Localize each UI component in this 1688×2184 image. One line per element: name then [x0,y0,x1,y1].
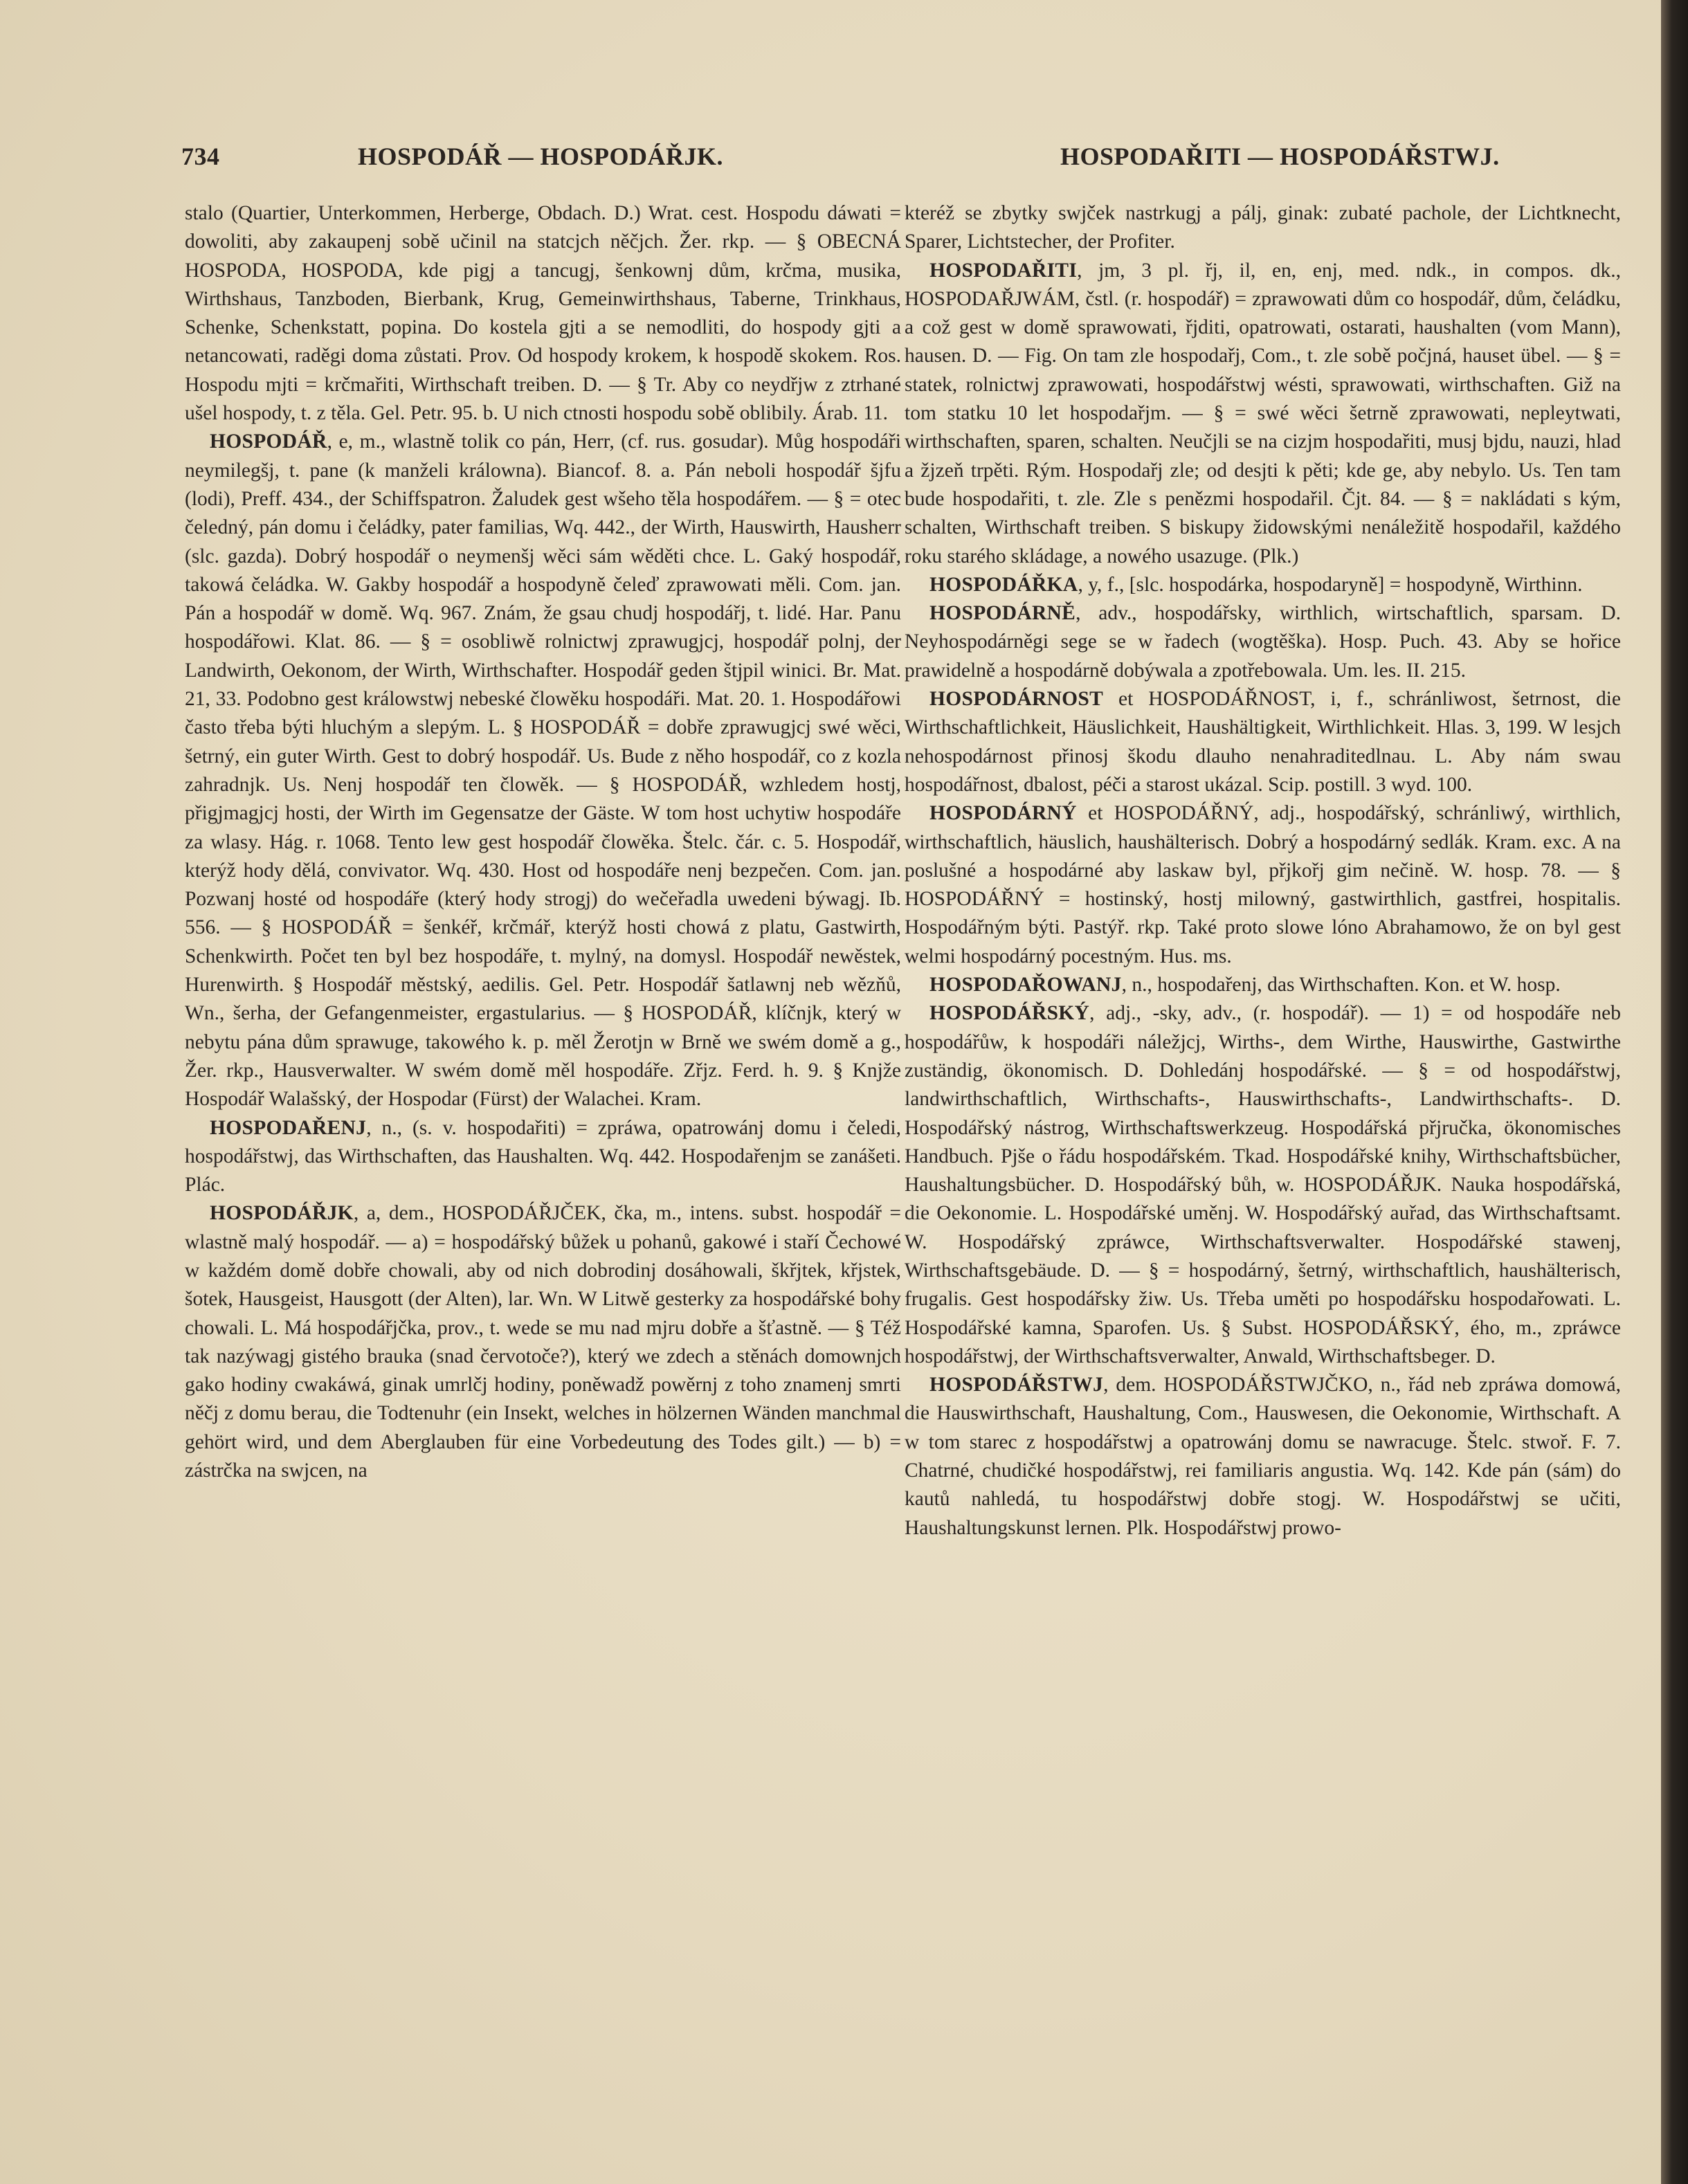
dictionary-entry [185,1199,901,1485]
entry-body: , y, f., [slc. hospodárka, hospodaryně] = hospodyně, Wirthinn. [1078,573,1583,596]
entry-body: , adj., -sky, adv., (r. hospodář). — 1) = od hospodáře neb hospodářůw, k hospodáři náležjcj, Wirths-, dem Wirthe, Hauswirthe, Gastwirthe zuständig, ökonomisch. D. Dohledánj hospodářské. — § = od hospodářstwj, landwirthschaftlich, Wirthschafts-, Hauswirthschafts-, Landwirthschafts-. D. Hospodářský nástrog, Wirthschaftswerkzeug. Hospodářská přjručka, ökonomisches Handbuch. Pjše o řádu hospodářském. Tkad. Hospodářské knihy, Wirthschaftsbücher, Haushaltungsbücher. D. Hospodářský bůh, w. HOSPODÁŘJK. Nauka hospodářská, die Oekonomie. L. Hospodářské uměnj. W. Hospodářský auřad, das Wirthschaftsamt. W. Hospodářský zpráwce, Wirthschaftsverwalter. Hospodářské stawenj, Wirthschaftsgebäude. D. — § = hospodárný, šetrný, wirthschaftlich, haushälterisch, frugalis. Gest hospodářsky žiw. Us. Třeba uměti po hospodářsku hospodařowati. L. Hospodářské kamna, Sparofen. Us. § Subst. HOSPODÁŘSKÝ, ého, m., zpráwce hospodářstwj, der Wirthschaftsverwalter, Anwald, Wirthschaftsbeger. D. [905,1002,1621,1367]
left-column [185,199,901,1485]
entry-headword: HOSPODÁŘSKÝ [929,1002,1090,1025]
running-head-right: HOSPODAŘITI — HOSPODÁŘSTWJ. [1060,143,1500,170]
dictionary-entry [905,599,1621,685]
entry-continuation: kteréž se zbytky swjček nastrkugj a pálj, ginak: zubaté pachole, der Lichtknecht, Sparer, Lichtstecher, der Profiter. [905,202,1621,253]
right-column [905,199,1621,1543]
entry-headword: HOSPODAŘITI [929,259,1078,282]
dictionary-entry [905,571,1621,599]
page-number: 734 [181,143,220,170]
entry-headword: HOSPODÁRNĚ [929,602,1076,625]
dictionary-entry [185,1114,901,1200]
page-header [181,142,1621,183]
dictionary-entry [905,257,1621,571]
entry-continuation: stalo (Quartier, Unterkommen, Herberge, Obdach. D.) Wrat. cest. Hospodu dáwati = dowoliti, aby zakaupenj sobě učinil na statcjch něčjch. Žer. rkp. — § OBECNÁ HOSPODA, HOSPODA, kde pigj a tancugj, šenkownj dům, krčma, musika, Wirthshaus, Tanzboden, Bierbank, Krug, Gemeinwirthshaus, Taberne, Trinkhaus, Schenke, Schenkstatt, popina. Do kostela gjti a se nemodliti, do hospody gjti a netancowati, raděgi doma zůstati. Prov. Od hospody krokem, k hospodě skokem. Ros. Hospodu mjti = krčmařiti, Wirthschaft treiben. D. — § Tr. Aby co neydřjw z ztrhané ušel hospody, t. z těla. Gel. Petr. 95. b. U nich ctnosti hospodu sobě oblibily. Árab. 11. [185,202,901,425]
entry-body: , dem. HOSPODÁŘSTWJČKO, n., řád neb zpráwa domowá, die Hauswirthschaft, Haushaltung, Com., Hauswesen, die Oekonomie, Wirthschaft. A w tom starec z hospodářstwj a opatrowánj domu se nawracuge. Štelc. stwoř. F. 7. Chatrné, chudičké hospodářstwj, rei familiaris angustia. Wq. 142. Kde pán (sám) do kautů nahledá, tu hospodářstwj dobře stogj. W. Hospodářstwj se učiti, Haushaltungskunst lernen. Plk. Hospodářstwj prowo- [905,1374,1621,1539]
entry-headword: HOSPODÁŘSTWJ [929,1374,1104,1396]
entry-body: , e, m., wlastně tolik co pán, Herr, (cf. rus. gosudar). Můg hospodáři neymilegšj, t. pane (k manželi králowna). Biancof. 8. a. Pán neboli hospodář šjfu (lodi), Preff. 434., der Schiffspatron. Žaludek gest wšeho těla hospodářem. — § = otec čeledný, pán domu i čeládky, pater familias, Wq. 442., der Wirth, Hauswirth, Hausherr (slc. gazda). Dobrý hospodář o neymenšj wěci sám wěděti chce. L. Gaký hospodář, takowá čeládka. W. Gakby hospodář a hospodyně čeleď zprawowati měli. Com. jan. Pán a hospodář w domě. Wq. 967. Znám, že gsau chudj hospodářj, t. lidé. Har. Panu hospodářowi. Klat. 86. — § = osobliwě rolnictwj zprawugjcj, hospodář polnj, der Landwirth, Oekonom, der Wirth, Wirthschafter. Hospodář geden štjpil winici. Br. Mat. 21, 33. Podobno gest králowstwj nebeské člowěku hospodáři. Mat. 20. 1. Hospodářowi často třeba býti hluchým a slepým. L. § HOSPODÁŘ = dobře zprawugjcj swé wěci, šetrný, ein guter Wirth. Gest to dobrý hospodář. Us. Bude z něho hospodář, co z kozla zahradnjk. Us. Nenj hospodář ten člowěk. — § HOSPODÁŘ, wzhledem hostj, přigjmagjcj hosti, der Wirth im Gegensatze der Gäste. W tom host uchytiw hospodáře za wlasy. Hág. r. 1068. Tento lew gest hospodář člowěka. Štelc. čár. c. 5. Hospodář, kterýž hody dělá, convivator. Wq. 430. Host od hospodáře nenj bezpečen. Com. jan. Pozwanj hosté od hospodáře (který hody strogj) do wečeřadla uwedeni býwagj. Ib. 556. — § HOSPODÁŘ = šenkéř, krčmář, kterýž hosti chowá z platu, Gastwirth, Schenkwirth. Počet ten byl bez hospodáře, t. mylný, na domysl. Hospodář newěstek, Hurenwirth. § Hospodář městský, aedilis. Gel. Petr. Hospodář šatlawnj neb wězňů, Wn., šerha, der Gefangenmeister, ergastularius. — § HOSPODÁŘ, klíčnjk, který w nebytu pána dům sprawuge, takowého k. p. měl Žerotjn w Brně we swém domě a g., Žer. rkp., Hausverwalter. W swém domě měl hospodáře. Zřjz. Ferd. h. 9. § Knjže Hospodář Walašský, der Hospodar (Fürst) der Walachei. Kram. [185,430,901,1111]
entry-headword: HOSPODÁRNÝ [929,802,1077,825]
dictionary-entry [905,1371,1621,1543]
dictionary-entry [185,428,901,1113]
entry-body: , jm, 3 pl. řj, il, en, enj, med. ndk., in compos. dk., HOSPODAŘJWÁM, čstl. (r. hospodář) = zprawowati dům co hospodář, dům, čeládku, a což gest w domě sprawowati, řjditi, opatrowati, ostarati, haushalten (vom Mann), hausen. D. — Fig. On tam zle hospodařj, Com., t. zle sobě počjná, hauset übel. — § = statek, rolnictwj zprawowati, hospodářstwj wésti, sprawowati, wirthschaften. Giž na tom statku 10 let hospodařjm. — § = swé wěci šetrně zprawowati, nepleytwati, wirthschaften, sparen, schalten. Neučjli se na cizjm hospodařiti, musj bjdu, nauzi, hlad a žjzeň trpěti. Rým. Hospodařj zle; od desjti k pěti; kde ge, aby nebylo. Us. Ten tam bude hospodařiti, t. zle. Zle s penězmi hospodařil. Čjt. 84. — § = nakládati s kým, schalten, Wirthschaft treiben. S biskupy židowskými nenáležitě hospodařil, každého roku starého skládage, a nowého usazuge. (Plk.) [905,259,1621,567]
entry-headword: HOSPODAŘENJ [210,1116,367,1139]
entry-body: et HOSPODÁŘNOST, i, f., schránliwost, šetrnost, die Wirthschaftlichkeit, Häuslichkeit, Haushältigkeit, Wirthlichkeit. Hlas. 3, 199. W lesjch nehospodárnost přinosj škodu dlauho nenahraditedlnau. L. Aby nám swau hospodářnost, dbalost, péči a starost ukázal. Scip. postill. 3 wyd. 100. [905,688,1621,796]
dictionary-entry [905,685,1621,799]
entry-body: , adv., hospodářsky, wirthlich, wirtschaftlich, sparsam. D. Neyhospodárněgi sege se w řadech (wogtěška). Hosp. Puch. 43. Aby se hořice prawidelně a hospodárně dobýwala a zpotřebowala. Um. les. II. 215. [905,602,1621,682]
entry-headword: HOSPODÁŘ [210,430,327,453]
dictionary-entry [905,799,1621,971]
dictionary-entry [905,971,1621,999]
entry-headword: HOSPODAŘOWANJ [929,974,1122,997]
dictionary-entry [905,999,1621,1371]
entry-body: , a, dem., HOSPODÁŘJČEK, čka, m., intens. subst. hospodář = wlastně malý hospodář. — a) = hospodářský bůžek u pohanů, gakowé i staří Čechowé w každém domě dobře chowali, aby od nich dobrodinj dosáhowali, škřjtek, křjstek, šotek, Hausgeist, Hausgott (der Alten), lar. Wn. W Litwě gesterky za hospodářské bohy chowali. L. Má hospodářjčka, prov., t. wede se mu nad mjru dobře a šťastně. — § Též tak nazýwagj gistého brauka (snad červotoče?), který we zdech a stěnách domownjch gako hodiny cwakáwá, ginak umrlčj hodiny, poněwadž powěrnj z toho znamenj smrti něčj z domu berau, die Todtenuhr (ein Insekt, welches in hölzernen Wänden manchmal gehört wird, und dem Aberglauben für eine Vorbedeutung des Todes gilt.) — b) = zástrčka na swjcen, na [185,1202,901,1482]
book-binding-edge [1661,0,1688,2184]
entry-body: et HOSPODÁŘNÝ, adj., hospodářský, schránliwý, wirthlich, wirthschaftlich, häuslich, haushälterisch. Dobrý a hospodárný sedlák. Kram. exc. A na poslušné a hospodárné aby laskaw byl, přjkořj gim nečině. W. hosp. 78. — § HOSPODÁŘNÝ = hostinský, hostj milowný, gastwirthlich, gastfrei, hospitalis. Hospodářným býti. Pastýř. rkp. Také proto slowe lóno Abrahamowo, že on byl gest welmi hospodárný pocestným. Hus. ms. [905,802,1621,967]
running-head-left: HOSPODÁŘ — HOSPODÁŘJK. [358,143,724,170]
entry-body: , n., hospodařenj, das Wirthschaften. Kon. et W. hosp. [1121,974,1561,997]
entry-body: , n., (s. v. hospodařiti) = zpráwa, opatrowánj domu i čeledi, hospodářstwj, das Wirthschaften, das Haushalten. Wq. 442. Hospodařenjm se zanášeti. Plác. [185,1116,901,1196]
entry-headword: HOSPODÁŘKA [929,573,1078,596]
entry-headword: HOSPODÁŘJK [210,1202,354,1225]
entry-headword: HOSPODÁRNOST [929,688,1104,711]
